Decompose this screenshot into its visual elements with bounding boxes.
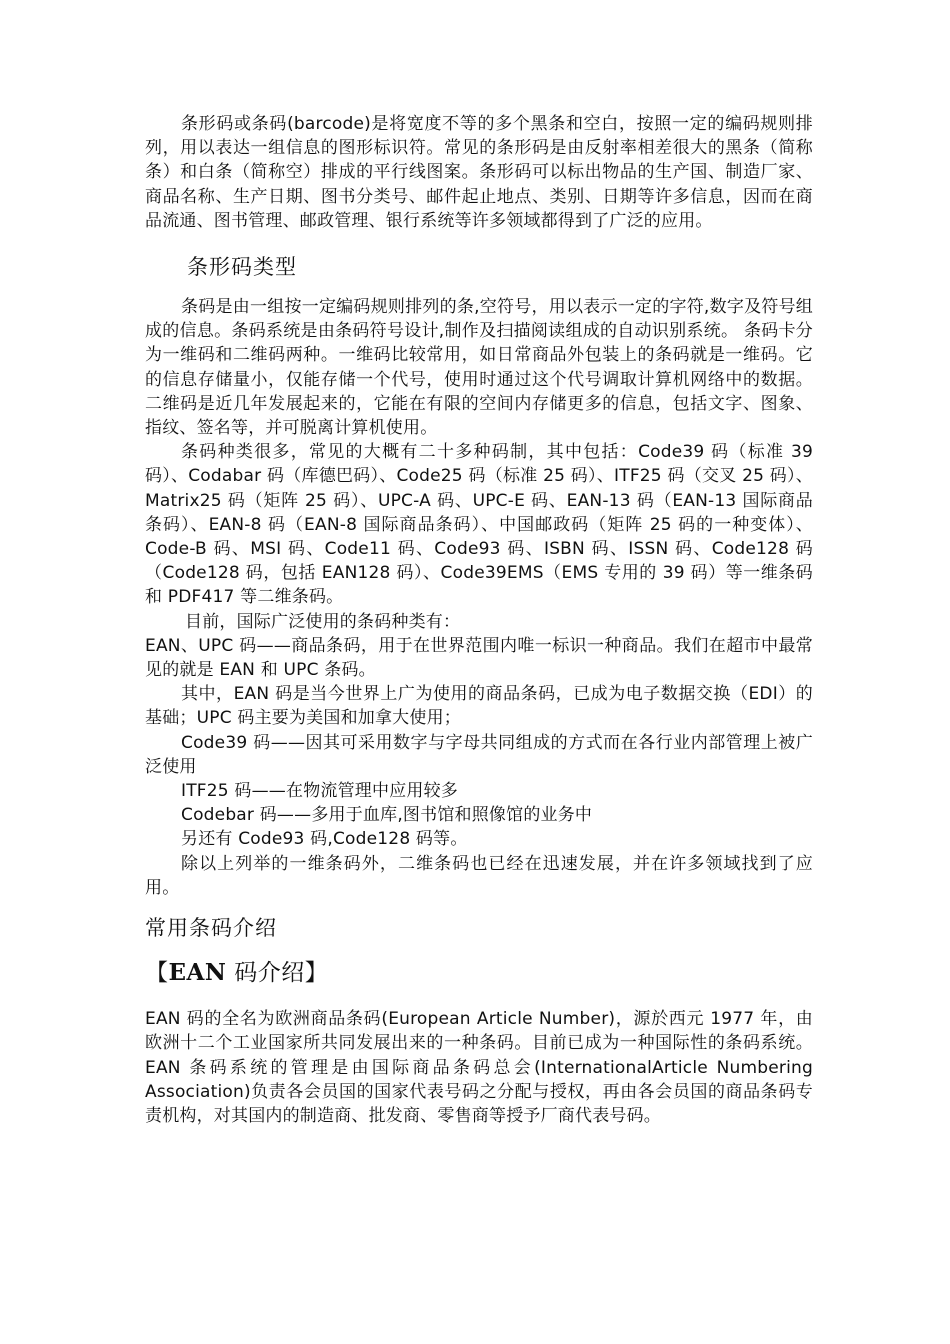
heading-common-barcodes: 常用条码介绍 bbox=[145, 916, 277, 941]
types-paragraph-8: Codebar 码——多用于血库,图书馆和照像馆的业务中 bbox=[181, 805, 593, 826]
types-paragraph-4: EAN、UPC 码——商品条码，用于在世界范围内唯一标识一种商品。我们在超市中最常见的就是 EAN 和 UPC 条码。 bbox=[145, 635, 813, 681]
ean-paragraph: EAN 码的全名为欧洲商品条码(European Article Number)，源於西元 1977 年，由欧洲十二个工业国家所共同发展出来的一种条码。目前已成为一种国际性的条码系统。EAN 条码系统的管理是由国际商品条码总会(InternationalArticle Numbering Association)负责各会员国的国家代表号码之分配与授权，再由各会员国的商品条码专责机构，对其国内的制造商、批发商、零售商等授予厂商代表号码。 bbox=[145, 1009, 813, 1126]
types-paragraph-5: 其中，EAN 码是当今世界上广为使用的商品条码，已成为电子数据交换（EDI）的基础；UPC 码主要为美国和加拿大使用； bbox=[145, 684, 813, 729]
heading-barcode-types: 条形码类型 bbox=[187, 255, 297, 280]
types-paragraph-9: 另还有 Code93 码,Code128 码等。 bbox=[181, 829, 468, 850]
types-paragraph-7: ITF25 码——在物流管理中应用较多 bbox=[181, 781, 459, 802]
types-paragraph-2: 条码种类很多，常见的大概有二十多种码制，其中包括：Code39 码（标准 39 码）、Codabar 码（库德巴码）、Code25 码（标准 25 码）、ITF25 码（交叉 25 码）、Matrix25 码（矩阵 25 码）、UPC-A 码、UPC-E 码、EAN-13 码（EAN-13 国际商品条码）、EAN-8 码（EAN-8 国际商品条码）、中国邮政码（矩阵 25 码的一种变体）、Code-B 码、MSI 码、Code11 码、Code93 码、ISBN 码、ISSN 码、Code128 码（Code128 码，包括 EAN128 码）、Code39EMS（EMS 专用的 39 码）等一维条码和 PDF417 等二维条码。 bbox=[145, 442, 813, 608]
types-paragraph-1: 条码是由一组按一定编码规则排列的条,空符号，用以表示一定的字符,数字及符号组成的信息。条码系统是由条码符号设计,制作及扫描阅读组成的自动识别系统。 条码卡分为一维码和二维码两种。一维码比较常用，如日常商品外包装上的条码就是一维码。它的信息存储量小，仅能存储一个代号，使用时通过这个代号调取计算机网络中的数据。二维码是近几年发展起来的，它能在有限的空间内存储更多的信息，包括文字、图象、指纹、签名等，并可脱离计算机使用。 bbox=[145, 297, 813, 439]
heading-ean-rest: 码介绍】 bbox=[226, 960, 329, 987]
heading-ean-intro bbox=[145, 954, 813, 987]
intro-paragraph: 条形码或条码(barcode)是将宽度不等的多个黑条和空白，按照一定的编码规则排列，用以表达一组信息的图形标识符。常见的条形码是由反射率相差很大的黑条（简称条）和白条（简称空）排成的平行线图案。条形码可以标出物品的生产国、制造厂家、商品名称、生产日期、图书分类号、邮件起止地点、类别、日期等许多信息，因而在商品流通、图书管理、邮政管理、银行系统等许多领域都得到了广泛的应用。 bbox=[145, 114, 813, 231]
types-paragraph-3: 目前，国际广泛使用的条码种类有： bbox=[185, 611, 461, 632]
types-paragraph-10: 除以上列举的一维条码外，二维条码也已经在迅速发展，并在许多领域找到了应用。 bbox=[145, 853, 813, 898]
types-paragraph-6: Code39 码——因其可采用数字与字母共同组成的方式而在各行业内部管理上被广泛使用 bbox=[145, 732, 813, 777]
document-page bbox=[145, 112, 813, 1128]
heading-ean-code: EAN bbox=[168, 959, 227, 987]
heading-ean-bracket: 【 bbox=[145, 960, 169, 987]
